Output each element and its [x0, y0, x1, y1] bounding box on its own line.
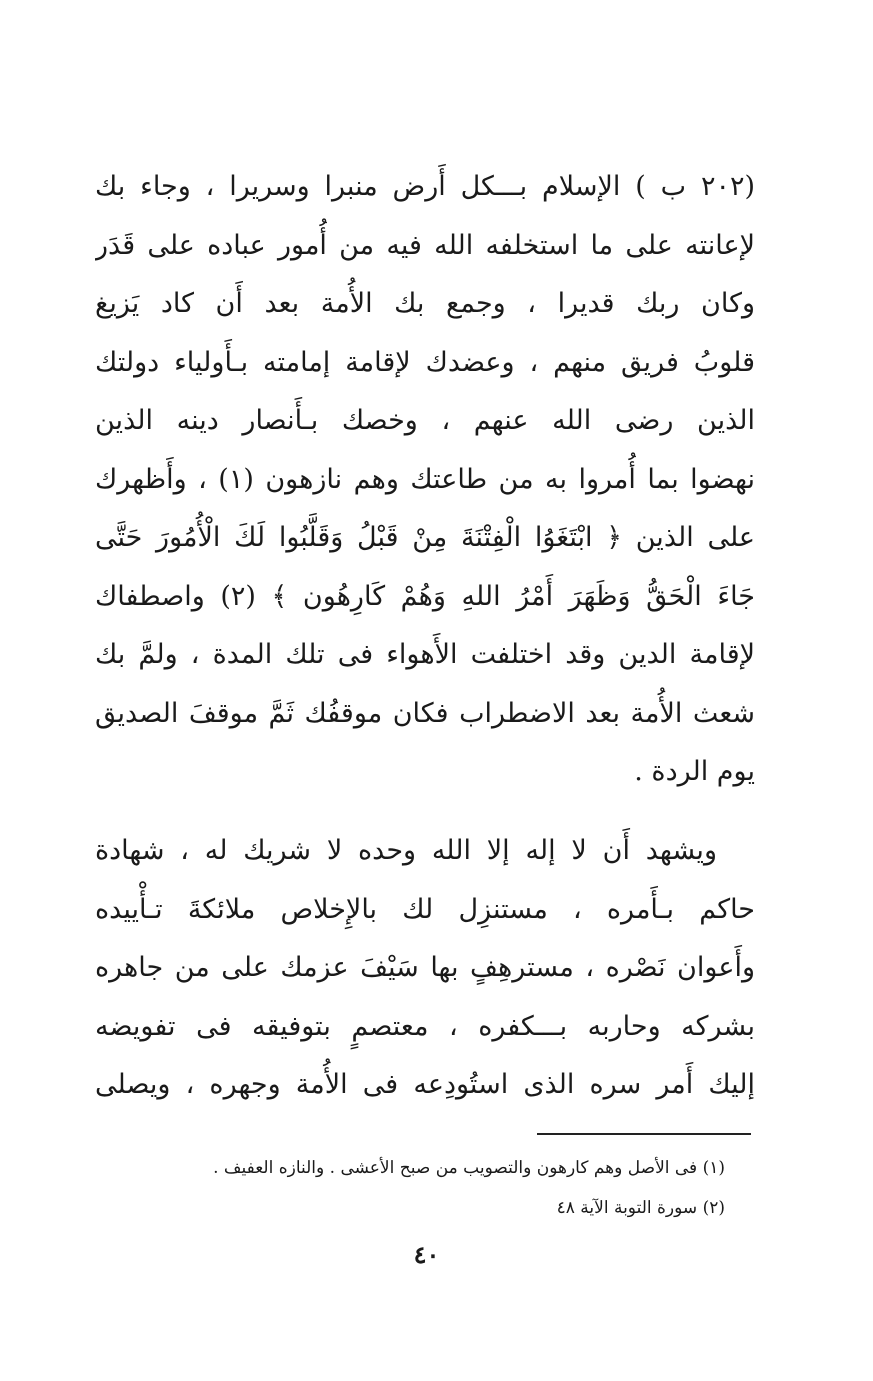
text-line: وكان ربك قديرا ، وجمع بك الأُمة بعد أَن كاد يَزيغ	[95, 288, 755, 319]
text-line: إليك أَمر سره الذى استُودِعه فى الأُمة وجهره ، ويصلى	[95, 1069, 755, 1100]
footnote-2: (٢) سورة التوبة الآية ٤٨	[556, 1198, 725, 1218]
text-line: وأَعوان نَصْره ، مسترهِفٍ بها سَيْفَ عزمك على من جاهره	[95, 952, 755, 983]
footnote-separator	[537, 1133, 751, 1135]
text-line: (٢٠٢ ب ) الإسلام بـــكل أَرض منبرا وسريرا ، وجاء بك	[95, 171, 755, 202]
text-line: لإقامة الدين وقد اختلفت الأَهواء فى تلك المدة ، ولمَّ بك	[95, 639, 755, 670]
quran-verse-line: جَاءَ الْحَقُّ وَظَهَرَ أَمْرُ اللهِ وَهُمْ كَارِهُون ﴾ (٢) واصطفاك	[95, 580, 755, 612]
text-line: شعث الأُمة بعد الاضطراب فكان موقفُك ثَمَّ موقفَ الصديق	[95, 697, 755, 729]
text-line: لإعانته على ما استخلفه الله فيه من أُمور عباده على قَدَر	[95, 229, 755, 261]
text-line: بشركه وحاربه بـــكفره ، معتصمٍ بتوفيقه فى تفويضه	[95, 1010, 755, 1042]
text-line: حاكم بـأَمره ، مستنزِل لك بالإِخلاص ملائكةَ تـأْييده	[95, 893, 755, 925]
quran-verse-line: على الذين ﴿ ابْتَغَوُا الْفِتْنَةَ مِنْ قَبْلُ وَقَلَّبُوا لَكَ الْأُمُورَ حَتَّى	[95, 522, 755, 553]
footnote-1: (١) فى الأصل وهم كارهون والتصويب من صبح الأعشى . والنازه العفيف .	[213, 1158, 725, 1178]
text-line: نهضوا بما أُمروا به من طاعتك وهم نازهون (١) ، وأَظهرك	[95, 463, 755, 495]
text-line: يوم الردة .	[634, 756, 755, 787]
text-line: قلوبُ فريق منهم ، وعضدك لإقامة إمامته بـأَولياء دولتك	[95, 346, 755, 378]
footnotes	[105, 1148, 725, 1228]
text-line: الذين رضى الله عنهم ، وخصك بـأَنصار دينه الذين	[95, 405, 755, 436]
paragraph-1	[95, 158, 755, 802]
page-number: ٤٠	[413, 1240, 440, 1269]
text-line: ويشهد أَن لا إله إلا الله وحده لا شريك له ، شهادة	[95, 835, 717, 866]
paragraph-2	[95, 822, 755, 1115]
